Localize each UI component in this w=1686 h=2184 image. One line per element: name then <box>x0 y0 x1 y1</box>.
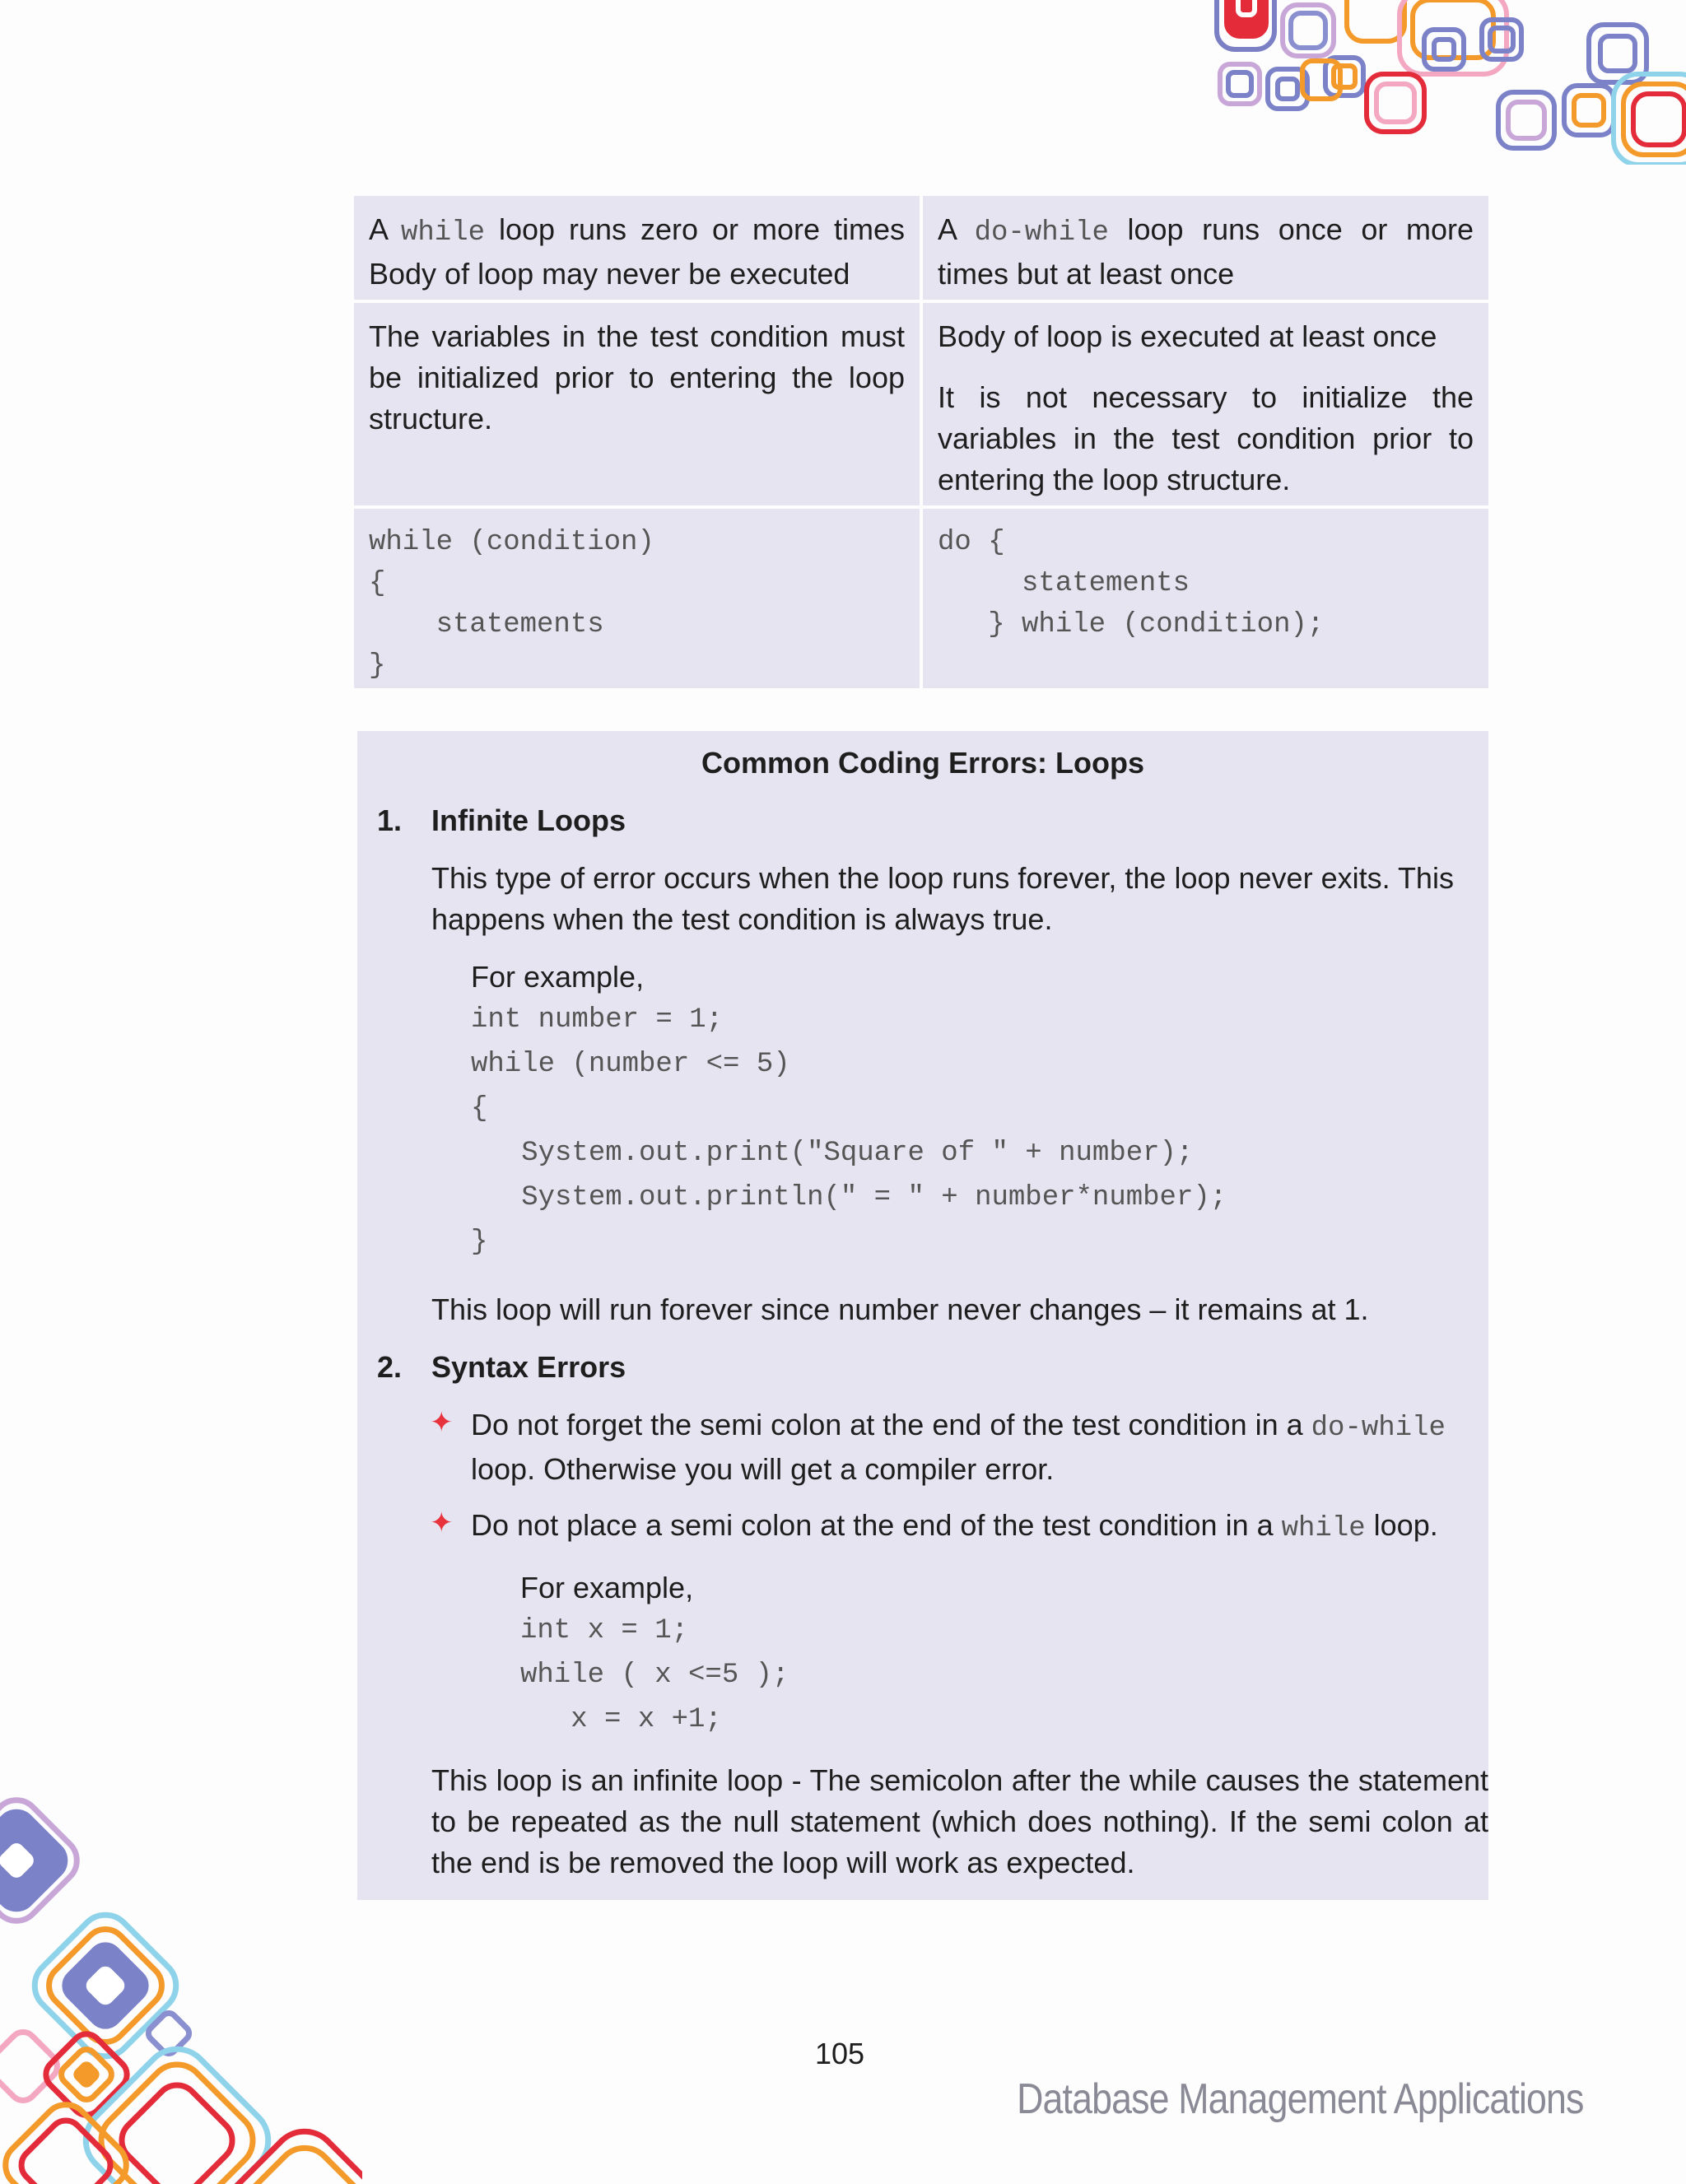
code-line: while (number <= 5) <box>471 1049 790 1080</box>
code-line: } while (condition); <box>938 609 1325 640</box>
code-line: } <box>369 650 386 682</box>
bullet-text-part: Do not forget the semi colon at the end of the test condition in a <box>471 1408 1311 1441</box>
cell-text: A <box>938 212 975 246</box>
code-line: int x = 1; <box>520 1615 689 1646</box>
star-bullet-icon: ✦ <box>430 1407 454 1438</box>
cell-text: The variables in the test condition must be initialized prior to entering the loop structure. <box>369 319 905 435</box>
item-note: This loop is an infinite loop - The semicolon after the while causes the statement to be repeated as the null statement (which does nothing). If the semi colon at the end is be removed the loop will work as expected. <box>431 1763 1488 1879</box>
table-cell <box>354 303 920 505</box>
bullet-text-part: loop. <box>1365 1508 1438 1542</box>
code-line: } <box>471 1227 488 1258</box>
star-bullet-icon: ✦ <box>430 1507 454 1539</box>
code-line: { <box>369 568 386 599</box>
inline-code: while <box>401 217 486 249</box>
decorative-squares-top <box>1202 0 1686 165</box>
item-note: This loop will run forever since number never changes – it remains at 1. <box>431 1292 1369 1326</box>
code-line: int number = 1; <box>471 1004 724 1036</box>
table-cell <box>354 196 920 300</box>
cell-text: A <box>369 212 401 246</box>
bullet-text-part: loop. Otherwise you will get a compiler error. <box>471 1452 1055 1486</box>
example-label: For example, <box>520 1571 694 1604</box>
box-title: Common Coding Errors: Loops <box>701 746 1144 780</box>
table-cell <box>923 509 1488 688</box>
table-cell <box>923 196 1488 300</box>
code-line: while (condition) <box>369 527 654 558</box>
decorative-squares-bottom <box>0 1795 362 2184</box>
code-line: System.out.print("Square of " + number); <box>471 1138 1194 1169</box>
while-vs-do-while-table <box>354 196 1488 688</box>
inline-code: do-while <box>974 217 1109 249</box>
item-text: This type of error occurs when the loop runs forever, the loop never exits. This happens when the test condition is always true. <box>431 861 1454 936</box>
cell-text: loop runs once or more times but at least once <box>938 212 1474 291</box>
item-number: 2. <box>377 1350 403 1384</box>
item-heading: Infinite Loops <box>431 803 626 837</box>
code-line: statements <box>369 609 604 640</box>
table-cell <box>923 303 1488 505</box>
code-line: statements <box>938 568 1190 599</box>
item-heading: Syntax Errors <box>431 1350 626 1384</box>
code-line: while ( x <=5 ); <box>520 1660 789 1691</box>
page-number: 105 <box>815 2037 865 2070</box>
common-coding-errors-box <box>357 731 1488 1900</box>
code-line: System.out.println(" = " + number*number); <box>471 1182 1227 1213</box>
item-number: 1. <box>377 803 403 837</box>
code-line: { <box>471 1093 488 1125</box>
bullet-text-part: Do not place a semi colon at the end of the test condition in a <box>471 1508 1282 1542</box>
table-cell <box>354 509 920 688</box>
inline-code: do-while <box>1311 1413 1446 1444</box>
inline-code: while <box>1281 1513 1366 1544</box>
example-label: For example, <box>471 960 645 994</box>
bullet-text <box>471 1404 1488 1490</box>
cell-text: It is not necessary to initialize the variables in the test condition prior to entering the loop structure. <box>938 380 1474 496</box>
code-line: x = x +1; <box>520 1704 722 1735</box>
cell-text: Body of loop is executed at least once <box>938 319 1437 353</box>
code-line: do { <box>938 527 1005 558</box>
bullet-text <box>471 1505 1438 1549</box>
book-title: Database Management Applications <box>1017 2075 1584 2123</box>
cell-text: loop runs zero or more times Body of loop may never be executed <box>369 212 905 291</box>
